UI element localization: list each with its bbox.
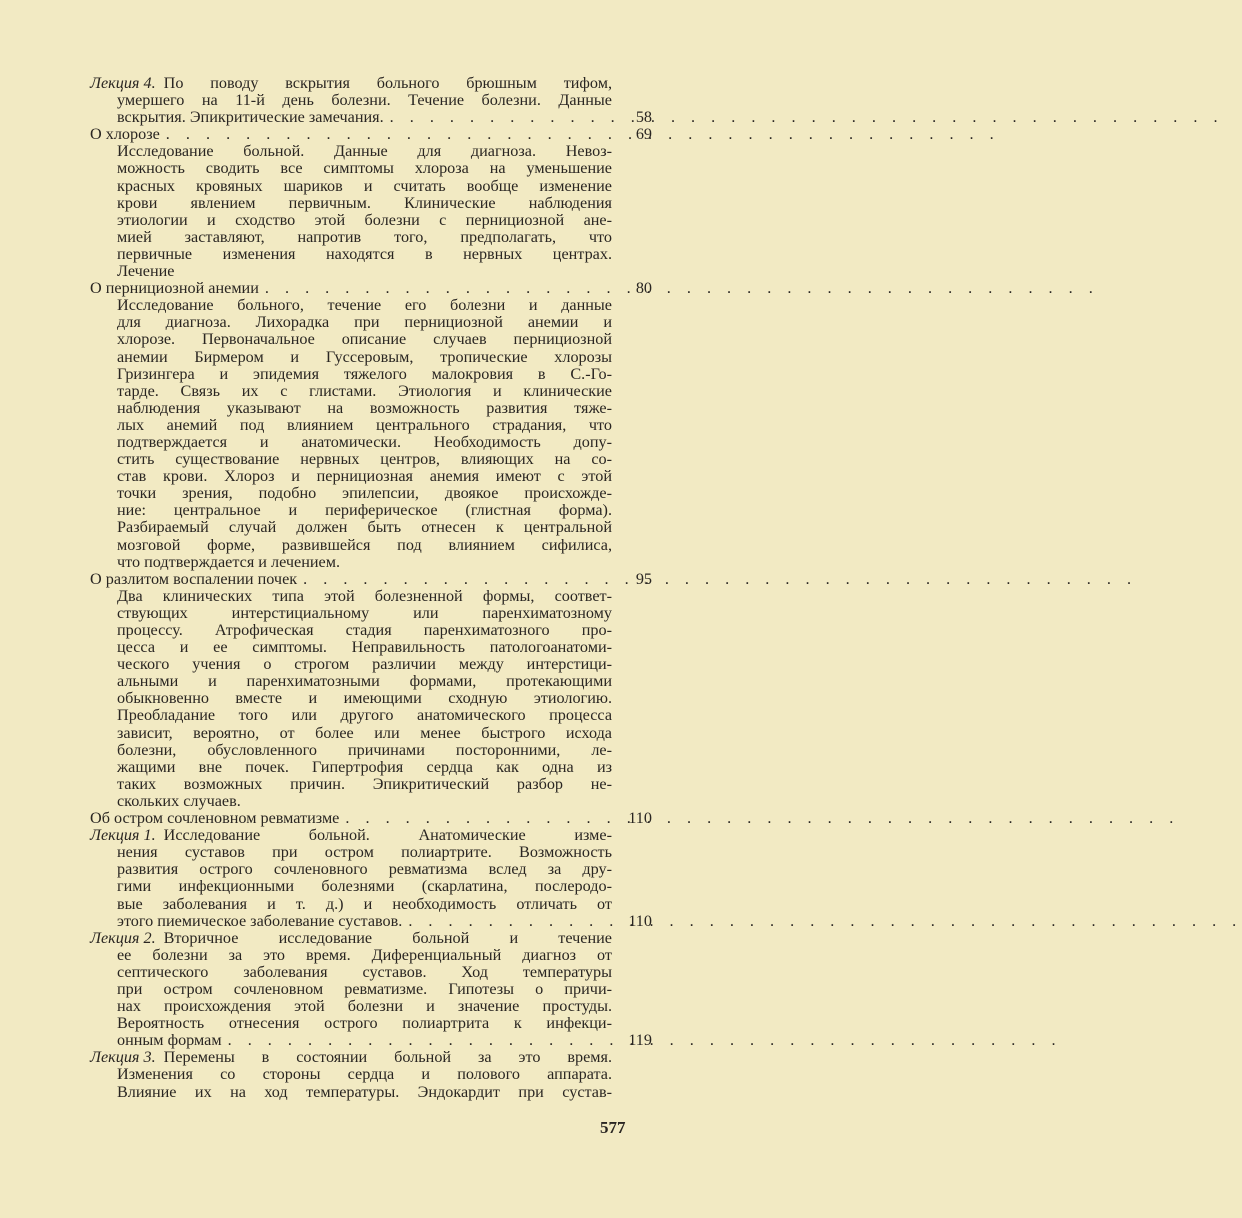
dot-leader [160,126,1000,143]
line-body [90,212,612,229]
line-text: первичные изменения находятся в нервных центрах. [117,244,612,263]
lecture-label: Лекция 1. [90,826,156,845]
line-text: можность сводить все симптомы хлороза на уменьшение [117,159,612,178]
toc-description-line [90,160,652,177]
toc-description-line [90,195,652,212]
line-text: процессу. Атрофическая стадия паренхиматозного про- [117,621,612,639]
toc-description-line [90,537,652,554]
entry-page-number: 80 [635,279,652,298]
line-text: вые заболевания и т. д.) и необходимость отличать от [117,894,612,913]
line-text: Разбираемый случай должен быть отнесен к центральной [117,518,612,537]
table-of-contents [90,75,652,1101]
line-body [90,690,612,707]
toc-description-line [90,725,652,742]
line-body [90,195,612,212]
toc-description-line [90,981,652,998]
lecture-label: Лекция 3. [90,1048,156,1067]
line-body [90,1066,612,1083]
line-text: Изменения со стороны сердца и полового аппарата. [117,1065,612,1084]
toc-description-line [90,878,652,895]
toc-entry-line [90,126,652,143]
line-body [90,178,612,195]
toc-description-line [90,400,652,417]
line-text: гими инфекционными болезнями (скарлатина, послеродо- [117,877,612,896]
toc-description-line [90,143,652,160]
line-body [90,1032,612,1049]
line-body [90,280,612,297]
line-text: О пернициозной анемии [90,279,259,298]
lecture-label: Лекция 4. [90,74,156,92]
line-text: септического заболевания суставов. Ход температуры [117,962,612,981]
toc-description-line [90,827,652,844]
toc-description-line [90,656,652,673]
line-body [90,143,612,160]
line-body [90,75,612,92]
line-text: мией заставляют, напротив того, предполагать, что [117,227,612,246]
toc-description-line [90,468,652,485]
line-body [90,434,612,451]
dot-leader [297,571,1137,588]
toc-description-line [90,793,652,810]
line-text: наблюдения указывают на возможность развития тяже- [117,398,612,417]
line-text: хлорозе. Первоначальное описание случаев пернициозной [117,330,612,349]
toc-description-line [90,314,652,331]
lecture-label: Лекция 2. [90,928,156,947]
line-body [90,417,612,434]
line-text: стить существование нервных центров, влияющих на со- [117,450,612,469]
toc-description-line [90,759,652,776]
line-text: анемии Бирмером и Гуссеровым, тропические хлорозы [117,347,612,366]
toc-description-line [90,1084,652,1101]
line-body [90,930,612,947]
line-body [90,263,612,280]
toc-description-line [90,502,652,519]
toc-description-line [90,349,652,366]
line-text: крови явлением первичным. Клинические наблюдения [117,193,612,212]
line-body [90,964,612,981]
toc-description-line [90,178,652,195]
line-text: цесса и ее симптомы. Неправильность патологоанатоми- [117,638,612,657]
line-text: Лечение [117,262,175,281]
toc-description-line [90,964,652,981]
line-body [90,229,612,246]
line-body [90,742,612,759]
line-body [90,468,612,485]
line-text: вскрытия. Эпикритические замечания. [117,108,384,127]
line-text: подтверждается и анатомически. Необходимость допу- [117,432,612,451]
toc-description-line [90,588,652,605]
line-text: ческого учения о строгом различии между интерстици- [117,655,612,674]
line-body [90,878,612,895]
line-body [90,126,612,143]
toc-description-line [90,434,652,451]
dot-leader [384,109,1224,126]
line-body [90,160,612,177]
line-body [90,622,612,639]
line-body [90,776,612,793]
line-body [90,109,612,126]
line-text: Исследование больной. Данные для диагноза. Невоз- [117,142,612,161]
line-body [90,485,612,502]
toc-description-line [90,690,652,707]
dot-leader [259,280,1099,297]
toc-description-line [90,998,652,1015]
toc-entry-line [90,109,652,126]
line-text: этого пиемическое заболевание суставов. [117,911,403,930]
toc-description-line [90,1015,652,1032]
line-text: лых анемий под влиянием центрального страдания, что [117,415,612,434]
line-body [90,537,612,554]
line-body [90,827,612,844]
line-text: скольких случаев. [117,791,241,810]
line-text: Исследование больного, течение его болезни и данные [117,296,612,315]
toc-description-line [90,844,652,861]
toc-description-line [90,1049,652,1066]
line-text: что подтверждается и лечением. [117,552,341,571]
line-text: болезни, обусловленного причинами посторонними, ле- [117,740,612,759]
line-text: при остром сочленовном ревматизме. Гипотезы о причи- [117,979,612,998]
line-text: Исследование больной. Анатомические изме- [163,826,612,845]
toc-entry-line [90,810,652,827]
line-body [90,314,612,331]
entry-page-number: 95 [635,569,652,588]
line-body [90,1049,612,1066]
line-text: ние: центральное и периферическое (глистная форма). [117,501,612,520]
line-text: Гризингера и эпидемия тяжелого малокровия в С.-Го- [117,364,612,383]
toc-description-line [90,366,652,383]
line-text: обыкновенно вместе и имеющими сходную этиологию. [117,689,612,708]
toc-entry-line [90,571,652,588]
line-text: точки зрения, подобно эпилепсии, двоякое происхожде- [117,484,612,503]
line-body [90,844,612,861]
line-text: Влияние их на ход температуры. Эндокардит при сустав- [117,1082,612,1101]
line-text: умершего на 11-й день болезни. Течение болезни. Данные [117,91,612,110]
line-body [90,947,612,964]
line-body [90,810,612,827]
toc-entry-line [90,280,652,297]
entry-page-number: 69 [635,125,652,144]
toc-description-line [90,246,652,263]
toc-description-line [90,554,652,571]
line-body [90,793,612,810]
entry-page-number: 110 [628,911,652,930]
line-body [90,1015,612,1032]
toc-description-line [90,605,652,622]
toc-description-line [90,742,652,759]
line-text: развития острого сочленовного ревматизма вслед за дру- [117,860,612,879]
line-text: красных кровяных шариков и считать вообще изменение [117,176,612,195]
dot-leader [339,810,1179,827]
line-body [90,896,612,913]
line-body [90,451,612,468]
toc-description-line [90,451,652,468]
toc-description-line [90,896,652,913]
line-text: жащими вне почек. Гипертрофия сердца как одна из [117,757,612,776]
line-body [90,554,612,571]
line-text: став крови. Хлороз и пернициозная анемия имеют с этой [117,467,612,486]
line-text: По поводу вскрытия больного брюшным тифом, [163,74,612,92]
line-text: О хлорозе [90,125,160,144]
toc-description-line [90,383,652,400]
line-body [90,707,612,724]
toc-description-line [90,639,652,656]
toc-description-line [90,519,652,536]
entry-page-number: 110 [628,809,652,828]
toc-description-line [90,297,652,314]
line-body [90,981,612,998]
line-body [90,1084,612,1101]
toc-description-line [90,331,652,348]
toc-description-line [90,707,652,724]
toc-description-line [90,673,652,690]
line-body [90,639,612,656]
toc-description-line [90,930,652,947]
line-body [90,998,612,1015]
toc-description-line [90,622,652,639]
toc-description-line [90,75,652,92]
toc-entry-line [90,913,652,930]
line-text: тарде. Связь их с глистами. Этиология и клинические [117,381,612,400]
line-text: Вероятность отнесения острого полиартрита к инфекци- [117,1014,612,1033]
line-body [90,759,612,776]
line-body [90,349,612,366]
line-text: Два клинических типа этой болезненной формы, соответ- [117,586,612,605]
line-body [90,519,612,536]
line-body [90,246,612,263]
line-text: онным формам [117,1031,222,1050]
entry-page-number: 58 [635,108,652,127]
line-text: Перемены в состоянии больной за это время. [163,1048,612,1067]
line-body [90,331,612,348]
line-body [90,673,612,690]
line-text: для диагноза. Лихорадка при пернициозной анемии и [117,313,612,332]
line-body [90,656,612,673]
toc-description-line [90,92,652,109]
line-body [90,605,612,622]
toc-description-line [90,229,652,246]
toc-description-line [90,485,652,502]
page-number: 577 [600,1118,626,1137]
line-body [90,913,612,930]
line-text: нах происхождения этой болезни и значение простуды. [117,997,612,1016]
line-body [90,502,612,519]
line-text: мозговой форме, развившейся под влиянием сифилиса, [117,535,612,554]
line-text: этиологии и сходство этой болезни с пернициозной ане- [117,210,612,229]
line-text: нения суставов при остром полиартрите. Возможность [117,843,612,862]
toc-entry-line [90,1032,652,1049]
line-body [90,588,612,605]
toc-description-line [90,947,652,964]
toc-description-line [90,776,652,793]
line-body [90,861,612,878]
line-text: О разлитом воспалении почек [90,569,298,588]
line-text: Вторичное исследование больной и течение [163,928,612,947]
line-body [90,725,612,742]
line-text: ствующих интерстициальному или паренхиматозному [117,603,612,622]
line-text: альными и паренхиматозными формами, протекающими [117,672,612,691]
line-body [90,366,612,383]
line-text: зависит, вероятно, от более или менее быстрого исхода [117,723,612,742]
line-body [90,92,612,109]
toc-description-line [90,212,652,229]
dot-leader [402,913,1242,930]
line-text: ее болезни за это время. Диференциальный диагноз от [117,945,612,964]
line-text: Преобладание того или другого анатомического процесса [117,706,612,725]
toc-description-line [90,263,652,280]
toc-description-line [90,861,652,878]
toc-description-line [90,1066,652,1083]
line-body [90,571,612,588]
line-body [90,383,612,400]
line-body [90,297,612,314]
entry-page-number: 119 [628,1031,652,1050]
toc-description-line [90,417,652,434]
line-text: таких возможных причин. Эпикритический разбор не- [117,774,612,793]
line-text: Об остром сочленовном ревматизме [90,809,340,828]
line-body [90,400,612,417]
